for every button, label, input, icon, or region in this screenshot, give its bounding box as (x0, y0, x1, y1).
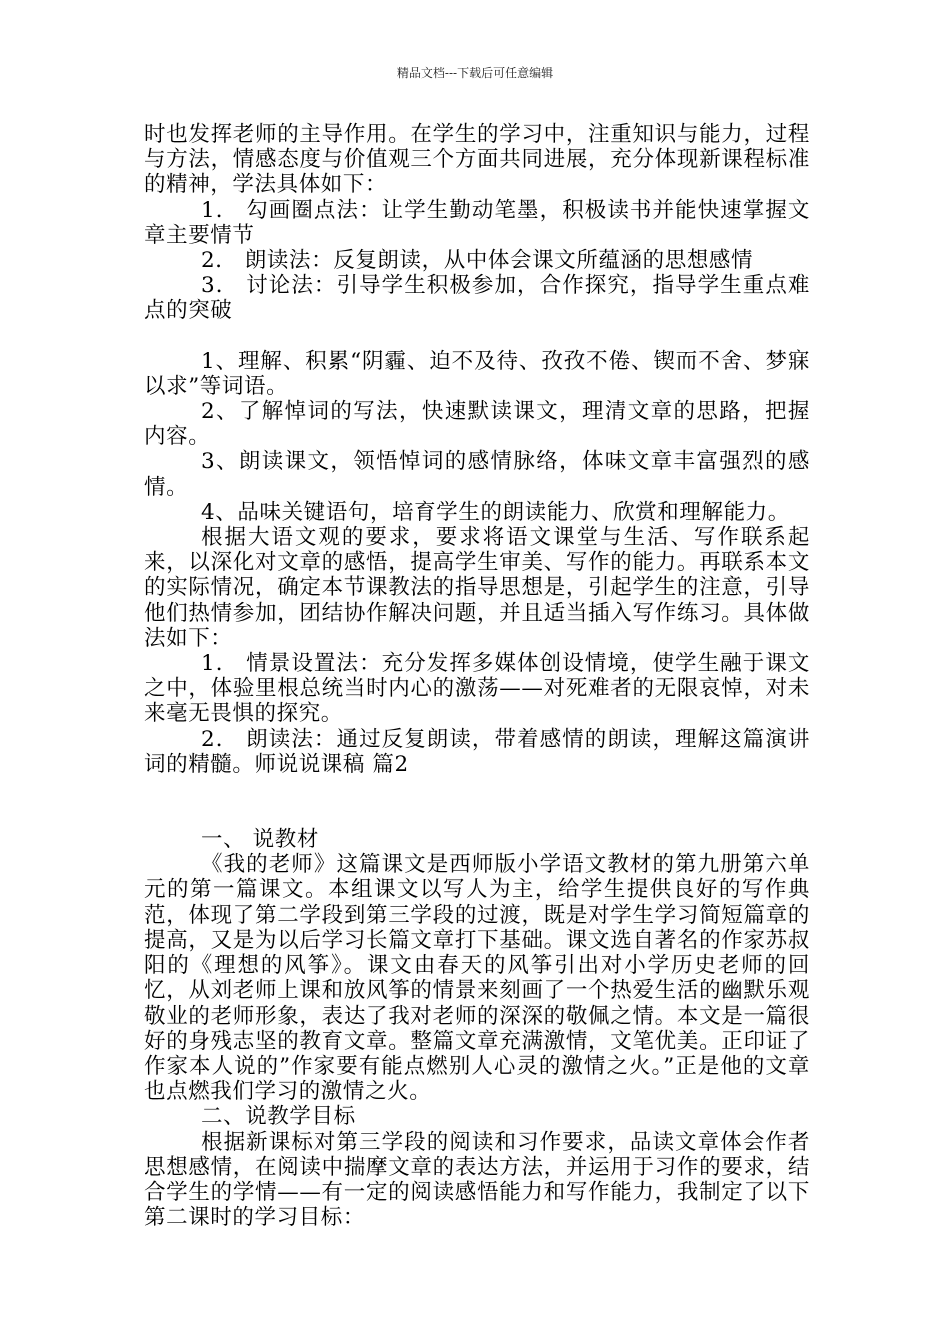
paragraph: 4、品味关键语句，培育学生的朗读能力、欣赏和理解能力。 (201, 499, 790, 525)
paragraph: 1、理解、积累“阴霾、迫不及待、孜孜不倦、锲而不舍、梦寐以求”等词语。 (144, 348, 810, 399)
paragraph: 2、了解悼词的写法，快速默读课文，理清文章的思路，把握内容。 (144, 399, 810, 450)
paragraph: 3． 讨论法：引导学生积极参加，合作探究，指导学生重点难点的突破 (144, 273, 810, 324)
paragraph: 时也发挥老师的主导作用。在学生的学习中，注重知识与能力，过程与方法，情感态度与价值观三个方面共同进展，充分体现新课程标准的精神，学法具体如下： (144, 122, 810, 198)
paragraph: 《我的老师》这篇课文是西师版小学语文教材的第九册第六单元的第一篇课文。本组课文以写人为主，给学生提供良好的写作典范，体现了第二学段到第三学段的过渡，既是对学生学习简短篇章的提高，又是为以后学习长篇文章打下基础。课文选自著名的作家苏叔阳的《理想的风筝》。课文由春天的风筝引出对小学历史老师的回忆，从刘老师上课和放风筝的情景来刻画了一个热爱生活的幽默乐观敬业的老师形象，表达了我对老师的深深的敬佩之情。本文是一篇很好的身残志坚的教育文章。整篇文章充满激情，文笔优美。正印证了作家本人说的”作家要有能点燃别人心灵的激情之火。”正是他的文章也点燃我们学习的激情之火。 (144, 852, 810, 1105)
paragraph: 2． 朗读法：通过反复朗读，带着感情的朗读，理解这篇演讲词的精髓。师说说课稿 篇2 (144, 726, 810, 777)
blank-line (144, 324, 810, 349)
paragraph: 根据大语文观的要求，要求将语文课堂与生活、写作联系起来，以深化对文章的感悟，提高学生审美、写作的能力。再联系本文的实际情况，确定本节课教法的指导思想是，引起学生的注意，引导他们热情参加，团结协作解决问题，并且适当插入写作练习。具体做法如下： (144, 525, 810, 651)
blank-line (144, 777, 810, 827)
paragraph: 2． 朗读法：反复朗读，从中体会课文所蕴涵的思想感情 (201, 248, 754, 274)
document-body (144, 122, 810, 1230)
paragraph: 1． 情景设置法：充分发挥多媒体创设情境，使学生融于课文之中，体验里根总统当时内心的激荡——对死难者的无限哀悼，对未来毫无畏惧的探究。 (144, 651, 810, 727)
paragraph: 3、朗读课文，领悟悼词的感情脉络，体味文章丰富强烈的感情。 (144, 449, 810, 500)
section-heading: 二、说教学目标 (201, 1104, 356, 1130)
section-heading: 一、 说教材 (201, 827, 319, 853)
paragraph: 1． 勾画圈点法：让学生勤动笔墨，积极读书并能快速掌握文章主要情节 (144, 197, 810, 248)
paragraph: 根据新课标对第三学段的阅读和习作要求，品读文章体会作者思想感情，在阅读中揣摩文章的表达方法，并运用于习作的要求，结合学生的学情——有一定的阅读感悟能力和写作能力，我制定了以下第二课时的学习目标： (144, 1129, 810, 1231)
page-header: 精品文档---下载后可任意编辑 (396, 66, 554, 80)
